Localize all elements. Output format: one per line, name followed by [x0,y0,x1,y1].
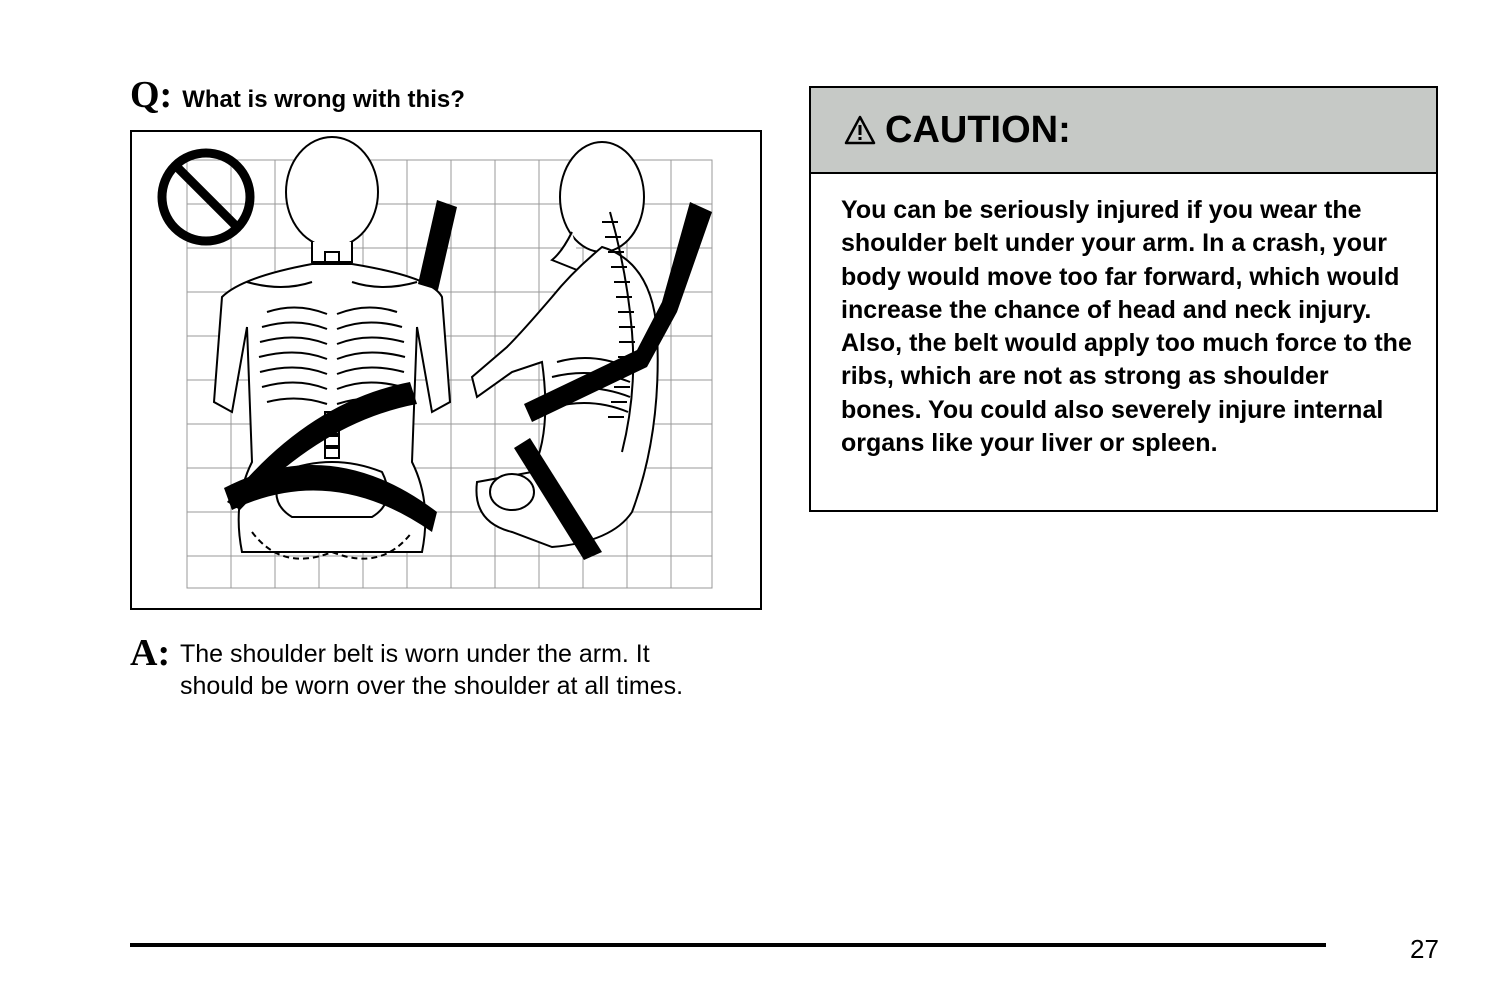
footer-rule [130,943,1326,947]
answer-text: The shoulder belt is worn under the arm. It should be worn over the shoulder at all times. [180,640,684,700]
caution-title: CAUTION: [885,108,1071,151]
answer-letter: A: [130,632,171,674]
side-skeleton [472,142,658,547]
question-line [130,76,465,114]
side-hip-joint [490,474,534,510]
caution-box [809,86,1438,512]
caution-text: You can be seriously injured if you wear the shoulder belt under your arm. In a crash, your body would move too far forward, which would increase the chance of head and neck injury. Also, the belt would apply too much force to the ribs, which are not as strong as shoulder bones. You could also severely injure internal organs like your liver or spleen. [841,196,1412,458]
warning-triangle-icon [843,114,877,146]
question-letter: Q: [130,74,173,116]
question-text: What is wrong with this? [182,86,465,113]
prohibition-icon [162,153,250,241]
seatbelt-illustration [130,130,762,610]
caution-header [811,88,1436,174]
answer-block [130,634,730,702]
page-number: 27 [1410,934,1439,964]
